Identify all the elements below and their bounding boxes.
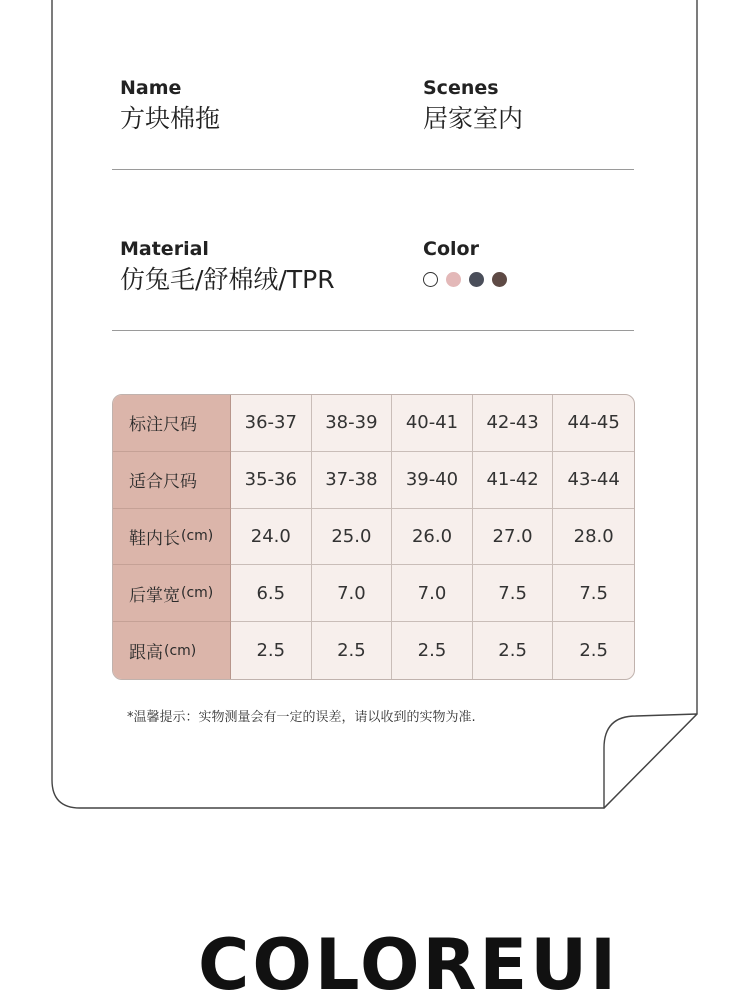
size-cell: 24.0 xyxy=(231,509,312,566)
size-cell: 42-43 xyxy=(473,395,554,452)
size-row-unit: (cm) xyxy=(164,642,197,659)
folded-corner-icon xyxy=(604,714,697,808)
color-swatch-brown[interactable] xyxy=(492,272,507,287)
color-label: Color xyxy=(423,238,479,260)
size-row-label: 跟高 xyxy=(129,643,163,664)
color-field xyxy=(423,237,507,287)
size-cell: 7.5 xyxy=(553,565,634,622)
size-cell: 2.5 xyxy=(473,622,554,679)
size-cell: 2.5 xyxy=(392,622,473,679)
color-swatch-pink[interactable] xyxy=(446,272,461,287)
size-row-header xyxy=(113,395,231,452)
size-row-label: 适合尺码 xyxy=(129,472,197,493)
divider-top xyxy=(112,169,634,170)
size-cell: 37-38 xyxy=(312,452,393,509)
size-row-header xyxy=(113,509,231,566)
size-cell: 43-44 xyxy=(553,452,634,509)
size-table xyxy=(112,394,635,680)
size-cell: 7.5 xyxy=(473,565,554,622)
name-label: Name xyxy=(120,77,182,99)
size-row-header xyxy=(113,565,231,622)
scenes-field xyxy=(423,76,523,136)
size-cell: 7.0 xyxy=(392,565,473,622)
size-cell: 39-40 xyxy=(392,452,473,509)
size-row-label: 后掌宽 xyxy=(129,585,180,606)
size-cell: 35-36 xyxy=(231,452,312,509)
material-label: Material xyxy=(120,238,209,260)
name-value: 方块棉拖 xyxy=(120,104,221,133)
size-row-label: 标注尺码 xyxy=(129,415,197,436)
size-cell: 7.0 xyxy=(312,565,393,622)
color-swatch-white[interactable] xyxy=(423,272,438,287)
material-value: 仿兔毛/舒棉绒/TPR xyxy=(120,265,335,294)
size-cell: 2.5 xyxy=(231,622,312,679)
scenes-value: 居家室内 xyxy=(423,104,524,133)
size-cell: 2.5 xyxy=(312,622,393,679)
size-row-unit: (cm) xyxy=(181,528,214,545)
size-cell: 44-45 xyxy=(553,395,634,452)
size-cell: 6.5 xyxy=(231,565,312,622)
size-cell: 26.0 xyxy=(392,509,473,566)
size-row-header xyxy=(113,622,231,679)
color-swatches xyxy=(423,272,507,287)
size-cell: 36-37 xyxy=(231,395,312,452)
size-row-label: 鞋内长 xyxy=(129,528,180,549)
measurement-note: *温馨提示：实物测量会有一定的误差，请以收到的实物为准. xyxy=(127,710,476,725)
size-cell: 25.0 xyxy=(312,509,393,566)
size-cell: 38-39 xyxy=(312,395,393,452)
size-row-header xyxy=(113,452,231,509)
size-row-unit: (cm) xyxy=(181,585,214,602)
size-cell: 27.0 xyxy=(473,509,554,566)
size-cell: 40-41 xyxy=(392,395,473,452)
size-cell: 28.0 xyxy=(553,509,634,566)
name-field xyxy=(120,76,220,136)
color-swatch-slate[interactable] xyxy=(469,272,484,287)
brand-wordmark: COLOREUI xyxy=(198,924,620,1006)
material-field xyxy=(120,237,335,297)
size-cell: 2.5 xyxy=(579,640,608,662)
size-cell: 41-42 xyxy=(473,452,554,509)
divider-bottom xyxy=(112,330,634,331)
scenes-label: Scenes xyxy=(423,77,499,99)
